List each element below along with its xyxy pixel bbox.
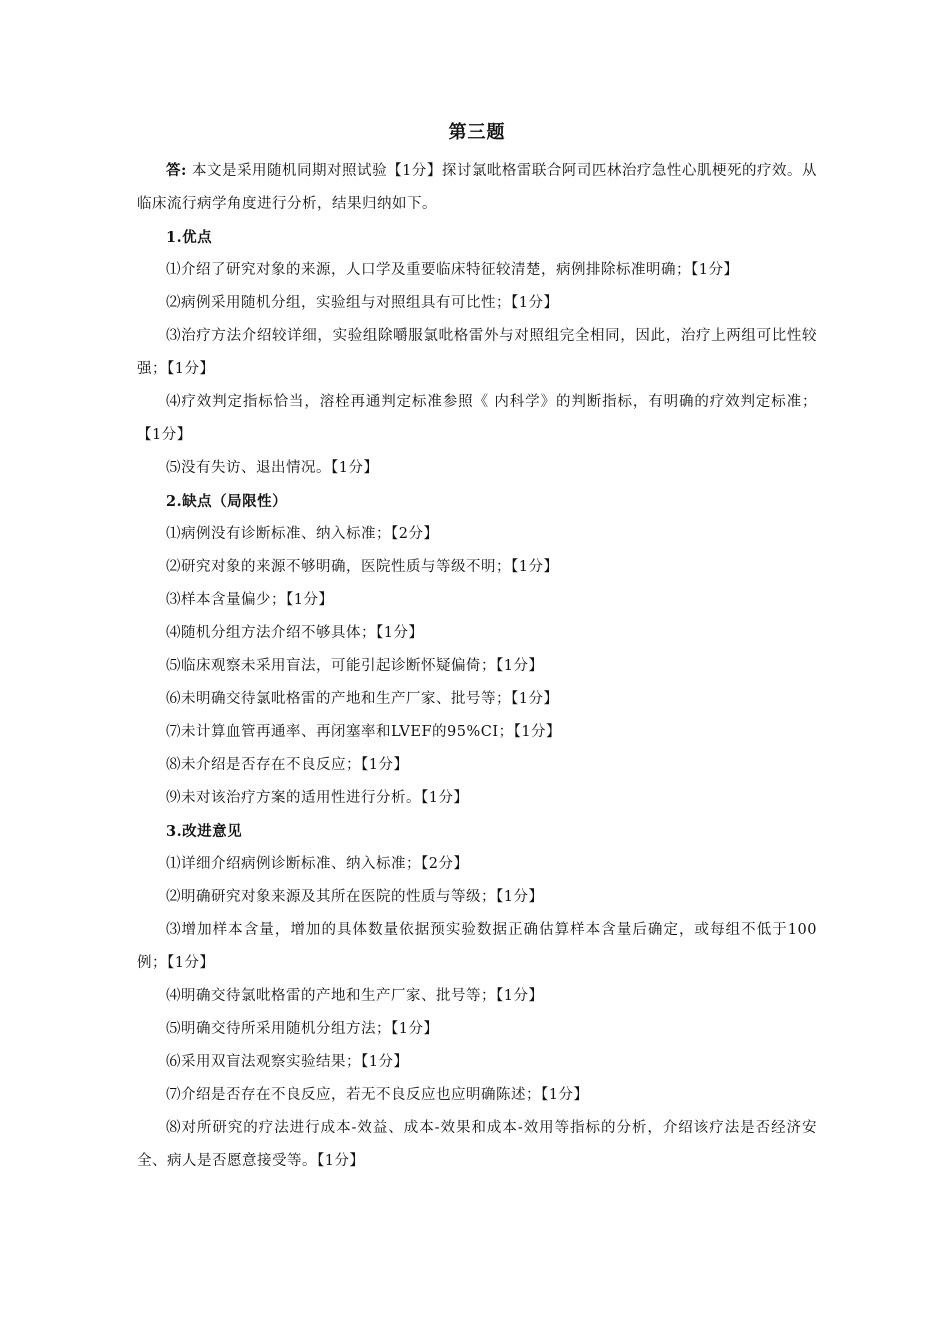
document-title: 第三题 [448, 122, 506, 143]
section-heading: 1.优点 [166, 229, 213, 246]
list-item: ⑵明确研究对象来源及其所在医院的性质与等级；【1分】 [166, 889, 544, 905]
answer-label: 答: [166, 162, 187, 179]
list-item: ⑺介绍是否存在不良反应，若无不良反应也应明确陈述；【1分】 [166, 1087, 589, 1103]
list-item: ⑷明确交待氯吡格雷的产地和生产厂家、批号等；【1分】 [166, 988, 544, 1004]
list-item: ⑴介绍了研究对象的来源，人口学及重要临床特征较清楚，病例排除标准明确；【1分】 [166, 262, 739, 278]
list-item: ⑴病例没有诊断标准、纳入标准；【2分】 [166, 526, 439, 542]
list-item: ⑴详细介绍病例诊断标准、纳入标准；【2分】 [166, 856, 469, 872]
intro-text: 本文是采用随机同期对照试验【1分】探讨氯吡格雷联合阿司匹林治疗急性心肌梗死的疗效。从临床流行病学角度进行分析，结果归纳如下。 [137, 163, 817, 212]
list-item: ⑸临床观察未采用盲法，可能引起诊断怀疑偏倚；【1分】 [166, 658, 544, 674]
list-item: ⑹采用双盲法观察实验结果；【1分】 [166, 1054, 409, 1070]
list-item: ⑷疗效判定指标恰当，溶栓再通判定标准参照《 内科学》的判断指标，有明确的疗效判定标准；【1分】 [137, 394, 817, 443]
list-item: ⑶样本含量偏少；【1分】 [166, 592, 334, 608]
document-page [137, 120, 817, 1178]
list-item: ⑷随机分组方法介绍不够具体；【1分】 [166, 625, 424, 641]
section-improvements [137, 815, 817, 1178]
section-heading: 3.改进意见 [166, 823, 243, 840]
list-item: ⑸明确交待所采用随机分组方法；【1分】 [166, 1021, 439, 1037]
list-item: ⑶增加样本含量，增加的具体数量依据预实验数据正确估算样本含量后确定，或每组不低于100例；【1分】 [137, 922, 817, 971]
list-item: ⑼未对该治疗方案的适用性进行分析。【1分】 [166, 790, 469, 806]
list-item: ⑶治疗方法介绍较详细，实验组除嚼服氯吡格雷外与对照组完全相同，因此，治疗上两组可比性较强；【1分】 [137, 328, 817, 377]
list-item: ⑸没有失访、退出情况。【1分】 [166, 460, 379, 476]
list-item: ⑻未介绍是否存在不良反应；【1分】 [166, 757, 409, 773]
list-item: ⑺未计算血管再通率、再闭塞率和LVEF的95%CI；【1分】 [166, 724, 562, 740]
list-item: ⑵病例采用随机分组，实验组与对照组具有可比性；【1分】 [166, 295, 559, 311]
list-item: ⑵研究对象的来源不够明确，医院性质与等级不明；【1分】 [166, 559, 559, 575]
answer-intro [137, 154, 817, 221]
list-item: ⑻对所研究的疗法进行成本-效益、成本-效果和成本-效用等指标的分析，介绍该疗法是否经济安全、病人是否愿意接受等。【1分】 [137, 1120, 817, 1169]
list-item: ⑹未明确交待氯吡格雷的产地和生产厂家、批号等；【1分】 [166, 691, 559, 707]
section-heading: 2.缺点（局限性） [166, 493, 288, 510]
section-limitations [137, 485, 817, 815]
section-advantages [137, 221, 817, 485]
